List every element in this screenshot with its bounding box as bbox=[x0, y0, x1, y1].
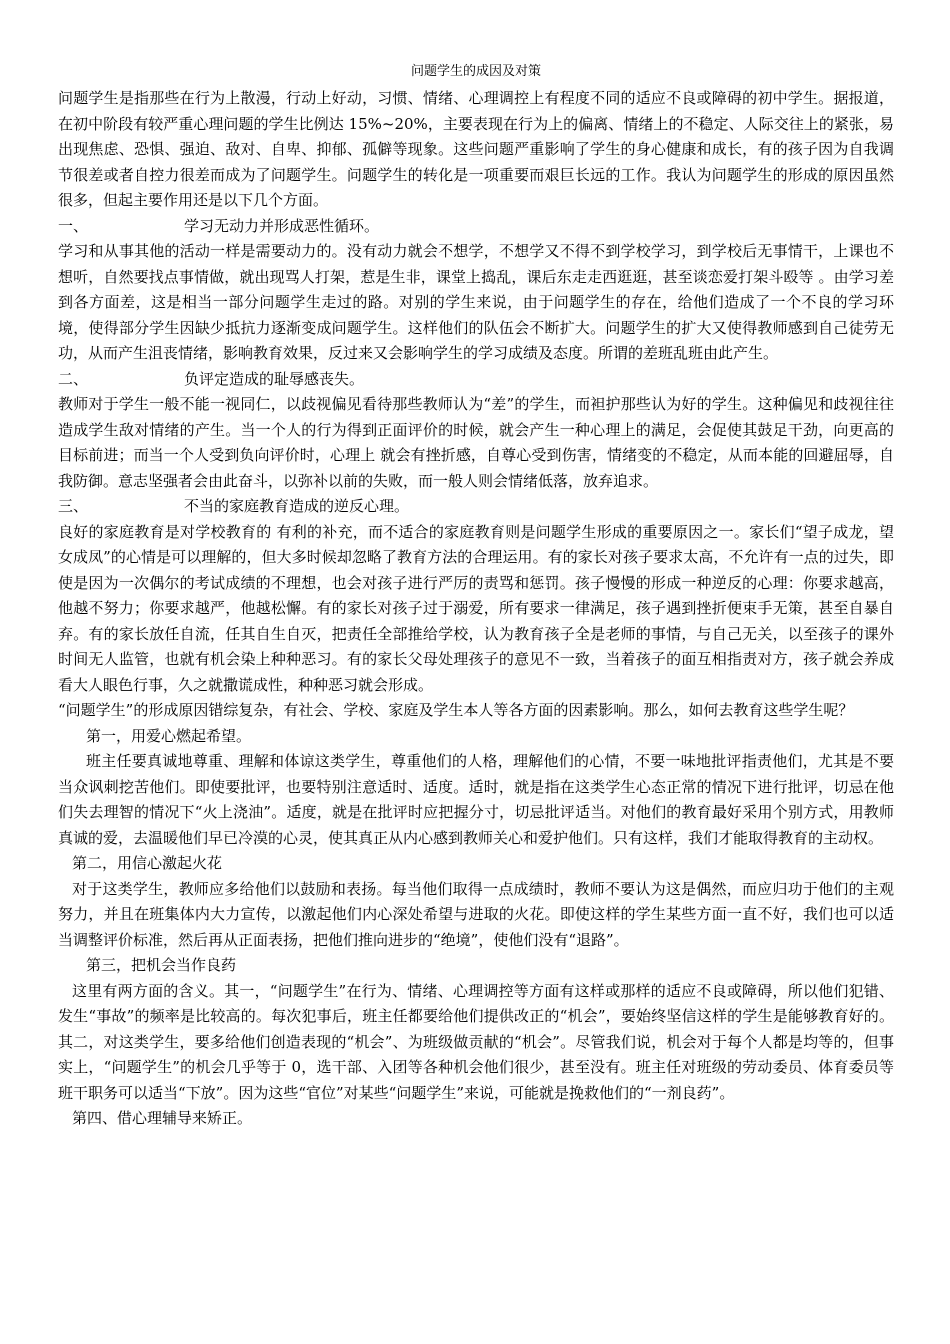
section-heading-text: 不当的家庭教育造成的逆反心理。 bbox=[184, 497, 410, 515]
strategy-heading-3: 第三，把机会当作良药 bbox=[86, 956, 237, 974]
section-heading-3 bbox=[58, 494, 894, 520]
body-paragraph: 学习和从事其他的活动一样是需要动力的。没有动力就会不想学，不想学又不得不到学校学习，到学校后无事情干，上课也不想听，自然要找点事情做，就出现骂人打架，惹是生非，课堂上捣乱，课后东走走西逛逛，甚至谈恋爱打架斗殴等 。由学习差到各方面差，这是相当一部分问题学生走过的路。对别的学生来说，由于问题学生的存在，给他们造成了一个不良的学习环境，使得部分学生因缺少抵抗力逐渐变成问题学生。这样他们的队伍会不断扩大。问题学生的扩大又使得教师感到自己徒劳无功，从而产生沮丧情绪，影响教育效果，反过来又会影响学生的学习成绩及态度。所谓的差班乱班由此产生。 bbox=[58, 242, 894, 362]
body-paragraph: 良好的家庭教育是对学校教育的 有利的补充，而不适合的家庭教育则是问题学生形成的重要原因之一。家长们“望子成龙，望女成凤”的心情是可以理解的，但大多时候却忽略了教育方法的合理运用。有的家长对孩子要求太高，不允许有一点的过失，即使是因为一次偶尔的考试成绩的不理想，也会对孩子进行严厉的责骂和惩罚。孩子慢慢的形成一种逆反的心理：你要求越高，他越不努力；你要求越严，他越松懈。有的家长对孩子过于溺爱，所有要求一律满足，孩子遇到挫折便束手无策，甚至自暴自弃。有的家长放任自流，任其自生自灭，把责任全部推给学校，认为教育孩子全是老师的事情，与自己无关，以至孩子的课外时间无人监管，也就有机会染上种种恶习。有的家长父母处理孩子的意见不一致，当着孩子的面互相指责对方，孩子就会养成看大人眼色行事，久之就撒谎成性，种种恶习就会形成。 bbox=[58, 522, 894, 694]
strategy-heading-2: 第二，用信心激起火花 bbox=[72, 854, 223, 872]
transition-paragraph: “问题学生”的形成原因错综复杂，有社会、学校、家庭及学生本人等各方面的因素影响。那么，如何去教育这些学生呢？ bbox=[58, 701, 854, 719]
strategy-paragraph-3: 这里有两方面的含义。其一，“问题学生”在行为、情绪、心理调控等方面有这样或那样的适应不良或障碍，所以他们犯错、发生“事故”的频率是比较高的。每次犯事后，班主任都要给他们提供改正的“机会”，要始终坚信这样的学生是能够教育好的。其二，对这类学生，要多给他们创造表现的“机会”、为班级做贡献的“机会”。尽管我们说，机会对于每个人都是均等的，但事实上，“问题学生”的机会几乎等于 0，选干部、入团等各种机会他们很少，甚至没有。班主任对班级的劳动委员、体育委员等班干职务可以适当“下放”。因为这些“官位”对某些“问题学生”来说，可能就是挽救他们的“一剂良药”。 bbox=[58, 981, 894, 1102]
section-heading-text: 学习无动力并形成恶性循环。 bbox=[184, 216, 380, 235]
body-paragraph: 教师对于学生一般不能一视同仁，以歧视偏见看待那些教师认为“差”的学生，而袒护那些认为好的学生。这种偏见和歧视往往造成学生敌对情绪的产生。当一个人的行为得到正面评价的时候，就会产生一种心理上的满足，会促使其鼓足干劲，向更高的目标前进；而当一个人受到负向评价时，心理上 就会有挫折感，自尊心受到伤害，情绪变的不稳定，从而本能的回避屈辱，自我防御。意志坚强者会由此奋斗，以弥补以前的失败，而一般人则会情绪低落，放弃追求。 bbox=[58, 395, 894, 490]
section-heading-1 bbox=[58, 214, 894, 240]
strategy-heading-1: 第一，用爱心燃起希望。 bbox=[86, 726, 252, 745]
document-page bbox=[58, 62, 894, 1132]
strategy-paragraph-2: 对于这类学生，教师应多给他们以鼓励和表扬。每当他们取得一点成绩时，教师不要认为这是偶然，而应归功于他们的主观努力，并且在班集体内大力宣传，以激起他们内心深处希望与进取的火花。即使这样的学生某些方面一直不好，我们也可以适当调整评价标准，然后再从正面表扬，把他们推向进步的“绝境”，使他们没有“退路”。 bbox=[58, 879, 894, 949]
strategy-paragraph-1: 班主任要真诚地尊重、理解和体谅这类学生，尊重他们的人格，理解他们的心情，不要一味地批评指责他们，尤其是不要当众讽刺挖苦他们。即使要批评，也要特别注意适时、适度。适时，就是指在这类学生心态正常的情况下进行批评，切忌在他们失去理智的情况下“火上浇油”。适度，就是在批评时应把握分寸，切忌批评适当。对他们的教育最好采用个别方式，用教师真诚的爱，去温暖他们早已冷漠的心灵，使其真正从内心感到教师关心和爱护他们。只有这样，我们才能取得教育的主动权。 bbox=[58, 752, 894, 847]
strategy-heading-4: 第四、借心理辅导来矫正。 bbox=[72, 1109, 253, 1127]
section-number: 三、 bbox=[58, 497, 89, 515]
section-heading-2 bbox=[58, 367, 894, 393]
intro-paragraph: 问题学生是指那些在行为上散漫，行动上好动，习惯、情绪、心理调控上有程度不同的适应不良或障碍的初中学生。据报道，在初中阶段有较严重心理问题的学生比例达 15%~20%，主要表现在行为上的偏离、情绪上的不稳定、人际交往上的紧张，易出现焦虑、恐惧、强迫、敌对、自卑、抑郁、孤僻等现象。这些问题严重影响了学生的身心健康和成长，有的孩子因为自我调节很差或者自控力很差而成为了问题学生。问题学生的转化是一项重要而艰巨长远的工作。我认为问题学生的形成的原因虽然很多，但起主要作用还是以下几个方面。 bbox=[58, 89, 894, 209]
document-title: 问题学生的成因及对策 bbox=[410, 64, 541, 79]
section-heading-text: 负评定造成的耻辱感丧失。 bbox=[184, 369, 365, 388]
section-number: 二、 bbox=[58, 369, 89, 388]
section-number: 一、 bbox=[58, 216, 89, 235]
